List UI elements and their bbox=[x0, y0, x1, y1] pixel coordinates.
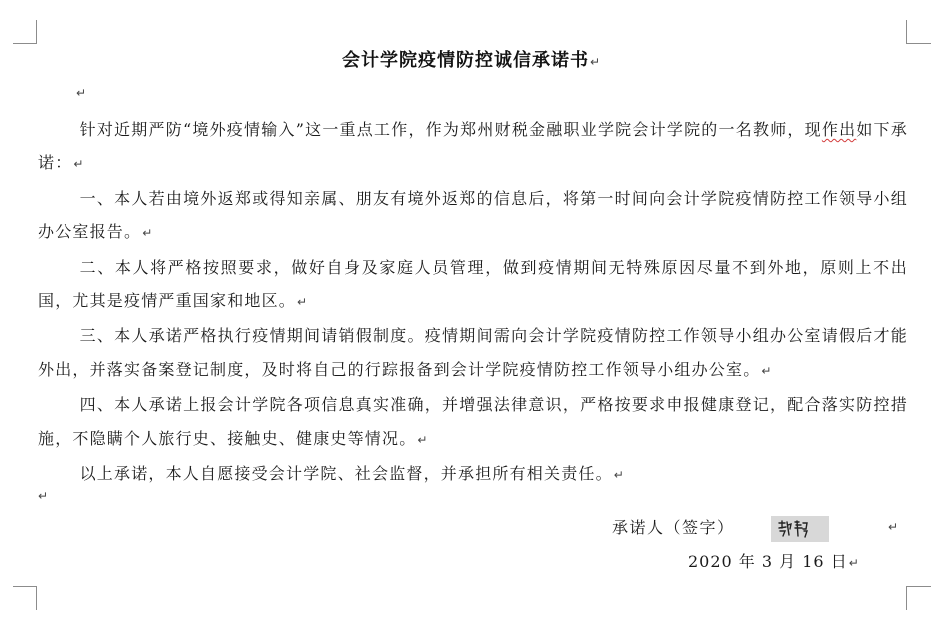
intro-text-end: 如下承诺： bbox=[38, 120, 908, 173]
paragraph-mark: ↵ bbox=[73, 157, 85, 172]
signature-label: 承诺人（签字） bbox=[612, 518, 735, 537]
commitment-item-4[interactable] bbox=[38, 388, 908, 457]
paragraph-mark: ↵ bbox=[613, 468, 626, 483]
paragraph-mark: ↵ bbox=[297, 295, 309, 310]
commitment-item-3[interactable] bbox=[38, 319, 908, 388]
document-title[interactable] bbox=[0, 46, 943, 72]
paragraph-mark: ↵ bbox=[417, 432, 429, 447]
handwritten-signature bbox=[771, 516, 829, 542]
crop-mark-top-left-h bbox=[13, 43, 37, 44]
document-body[interactable] bbox=[38, 113, 908, 492]
crop-mark-bottom-left-h bbox=[13, 586, 37, 587]
commitment-item-2-text: 二、本人将严格按照要求，做好自身及家庭人员管理，做到疫情期间无特殊原因尽量不到外地，原则上不出国，尤其是疫情严重国家和地区。 bbox=[38, 257, 908, 311]
signature-line[interactable] bbox=[612, 515, 829, 542]
closing-statement-text: 以上承诺，本人自愿接受会计学院、社会监督，并承担所有相关责任。 bbox=[79, 464, 613, 484]
intro-text: 针对近期严防“境外疫情输入”这一重点工作，作为郑州财税金融职业学院会计学院的一名教师，现 bbox=[79, 120, 822, 139]
spellcheck-flagged-word[interactable]: 作出 bbox=[821, 120, 857, 139]
crop-mark-top-right-v bbox=[906, 20, 907, 44]
crop-mark-bottom-right-h bbox=[907, 586, 931, 587]
paragraph-mark: ↵ bbox=[589, 55, 602, 69]
empty-paragraph-mark: ↵ bbox=[76, 86, 87, 100]
paragraph-mark: ↵ bbox=[142, 226, 154, 241]
crop-mark-bottom-left-v bbox=[36, 586, 37, 610]
intro-paragraph[interactable] bbox=[38, 113, 908, 182]
commitment-item-2[interactable] bbox=[38, 251, 908, 320]
paragraph-mark: ↵ bbox=[761, 363, 773, 378]
commitment-item-4-text: 四、本人承诺上报会计学院各项信息真实准确，并增强法律意识，严格按要求申报健康登记，配合落实防控措施，不隐瞒个人旅行史、接触史、健康史等情况。 bbox=[38, 395, 908, 448]
commitment-item-3-text: 三、本人承诺严格执行疫情期间请销假制度。疫情期间需向会计学院疫情防控工作领导小组办公室请假后才能外出，并落实备案登记制度，及时将自己的行踪报备到会计学院疫情防控工作领导小组办公室。 bbox=[38, 326, 908, 379]
paragraph-mark: ↵ bbox=[848, 556, 860, 570]
signing-date[interactable] bbox=[688, 549, 860, 572]
paragraph-mark: ↵ bbox=[888, 520, 899, 534]
closing-statement[interactable] bbox=[38, 457, 908, 492]
commitment-item-1[interactable] bbox=[38, 182, 908, 251]
commitment-item-1-text: 一、本人若由境外返郑或得知亲属、朋友有境外返郑的信息后，将第一时间向会计学院疫情防控工作领导小组办公室报告。 bbox=[38, 188, 908, 242]
title-text: 会计学院疫情防控诚信承诺书 bbox=[341, 50, 589, 71]
signature-strokes bbox=[777, 519, 809, 539]
crop-mark-top-left-v bbox=[36, 20, 37, 44]
date-text: 2020 年 3 月 16 日 bbox=[688, 552, 848, 571]
crop-mark-top-right-h bbox=[907, 43, 931, 44]
crop-mark-bottom-right-v bbox=[906, 586, 907, 610]
empty-paragraph-mark: ↵ bbox=[38, 489, 49, 503]
